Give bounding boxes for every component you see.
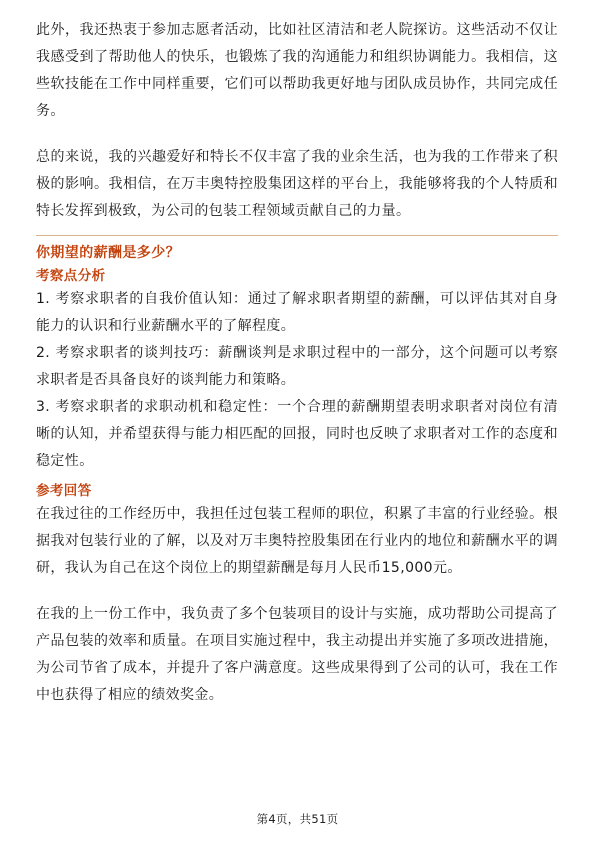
answer-heading: 参考回答 bbox=[36, 483, 92, 499]
page-number: 第4页，共51页 bbox=[256, 812, 339, 826]
section-divider bbox=[36, 235, 558, 236]
analysis-item-1: 1. 考察求职者的自我价值认知：通过了解求职者期望的薪酬，可以评估其对自身能力的认识和行业薪酬水平的了解程度。 bbox=[36, 291, 558, 334]
analysis-item-2: 2. 考察求职者的谈判技巧：薪酬谈判是求职过程中的一部分，这个问题可以考察求职者是否具备良好的谈判能力和策略。 bbox=[36, 345, 558, 388]
answer-paragraph-1: 在我过往的工作经历中，我担任过包装工程师的职位，积累了丰富的行业经验。根据我对包装行业的了解，以及对万丰奥特控股集团在行业内的地位和薪酬水平的调研，我认为自己在这个岗位上的期望薪酬是每月人民币15,000元。 bbox=[36, 506, 558, 576]
page-content bbox=[36, 17, 558, 709]
paragraph-spacer bbox=[36, 125, 558, 144]
analysis-heading: 考察点分析 bbox=[36, 268, 106, 284]
intro-paragraph-1: 此外，我还热衷于参加志愿者活动，比如社区清洁和老人院探访。这些活动不仅让我感受到了帮助他人的快乐，也锻炼了我的沟通能力和组织协调能力。我相信，这些软技能在工作中同样重要，它们可以帮助我更好地与团队成员协作，共同完成任务。 bbox=[36, 22, 558, 119]
paragraph-spacer bbox=[36, 582, 558, 601]
answer-paragraph-2: 在我的上一份工作中，我负责了多个包装项目的设计与实施，成功帮助公司提高了产品包装的效率和质量。在项目实施过程中，我主动提出并实施了多项改进措施，为公司节省了成本，并提升了客户满意度。这些成果得到了公司的认可，我在工作中也获得了相应的绩效奖金。 bbox=[36, 606, 558, 703]
analysis-item-3: 3. 考察求职者的求职动机和稳定性：一个合理的薪酬期望表明求职者对岗位有清晰的认知，并希望获得与能力相匹配的回报，同时也反映了求职者对工作的态度和稳定性。 bbox=[36, 399, 558, 469]
intro-paragraph-2: 总的来说，我的兴趣爱好和特长不仅丰富了我的业余生活，也为我的工作带来了积极的影响。我相信，在万丰奥特控股集团这样的平台上，我能够将我的个人特质和特长发挥到极致，为公司的包装工程领域贡献自己的力量。 bbox=[36, 149, 558, 219]
question-title: 你期望的薪酬是多少？ bbox=[36, 245, 180, 261]
